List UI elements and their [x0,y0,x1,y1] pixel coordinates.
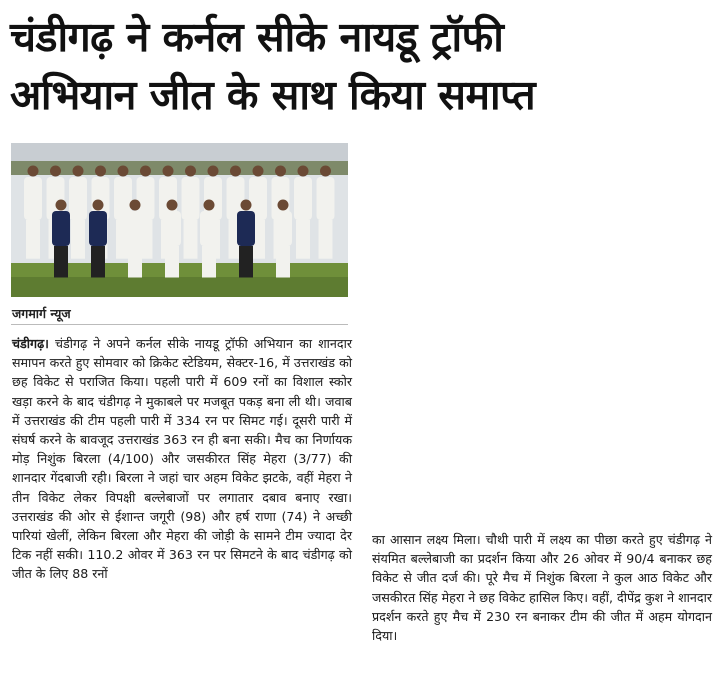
player-figure [294,166,312,259]
byline-divider [11,324,348,325]
team-photo-illustration [11,143,348,297]
player-figure [69,166,87,259]
article-column-right [372,530,712,645]
dateline: चंडीगढ़। [12,336,49,351]
headline [10,8,710,124]
article-text-left: चंडीगढ़ ने अपने कर्नल सीके नायडू ट्रॉफी अभियान का शानदार समापन करते हुए सोमवार को क्रिकेट स्टेडियम, सेक्टर-16, में उत्तराखंड को छह विकेट से पराजित किया। पहली पारी में 609 रनों का विशाल स्कोर खड़ा करने के बाद चंडीगढ़ ने मुकाबले पर मजबूत पकड़ बना ली थी। जवाब में उत्तराखंड की टीम पहली पारी में 334 रन पर सिमट गई। दूसरी पारी में संघर्ष करने के बावजूद उत्तराखंड 363 रन ही बना सकी। मैच का निर्णायक मोड़ निशुंक बिरला (4/100) और जसकीरत सिंह मेहरा (3/77) की शानदार गेंदबाजी रही। बिरला ने जहां चार अहम विकेट झटके, वहीं मेहरा ने तीन विकेट लेकर विपक्षी बल्लेबाजों पर लगातार दबाव बनाए रखा। उत्तराखंड की ओर से ईशान्त जगूरी (98) और हर्ष राणा (74) ने अच्छी पारियां खेलीं, लेकिन बिरला और मेहरा की जोड़ी के सामने टीम ज्यादा देर टिक नहीं सकी। 110.2 ओवर में 363 रन पर सिमटने के बाद चंडीगढ़ को जीत के लिए 88 रनों [12,336,352,582]
headline-line-2: अभियान जीत के साथ किया समाप्त [10,71,536,119]
headline-line-1: चंडीगढ़ ने कर्नल सीके नायडू ट्रॉफी [10,13,504,61]
player-figure [182,166,200,259]
byline: जगमार्ग न्यूज [12,306,71,321]
article-text-right: का आसान लक्ष्य मिला। चौथी पारी में लक्ष्य का पीछा करते हुए चंडीगढ़ ने संयमित बल्लेबाजी का प्रदर्शन किया और 26 ओवर में 90/4 बनाकर छह विकेट से जीत दर्ज की। पूरे मैच में निशुंक बिरला ने कुल आठ विकेट और जसकीरत सिंह मेहरा ने छह विकेट हासिल किए। वहीं, दीपेंद्र कुश ने शानदार प्रदर्शन करते हुए मैच में 230 रन बनाकर टीम की जीत में अहम योगदान दिया। [372,532,712,644]
player-figure [317,166,335,259]
player-figure [24,166,42,259]
article-column-left [12,334,352,584]
team-photo [11,143,348,297]
